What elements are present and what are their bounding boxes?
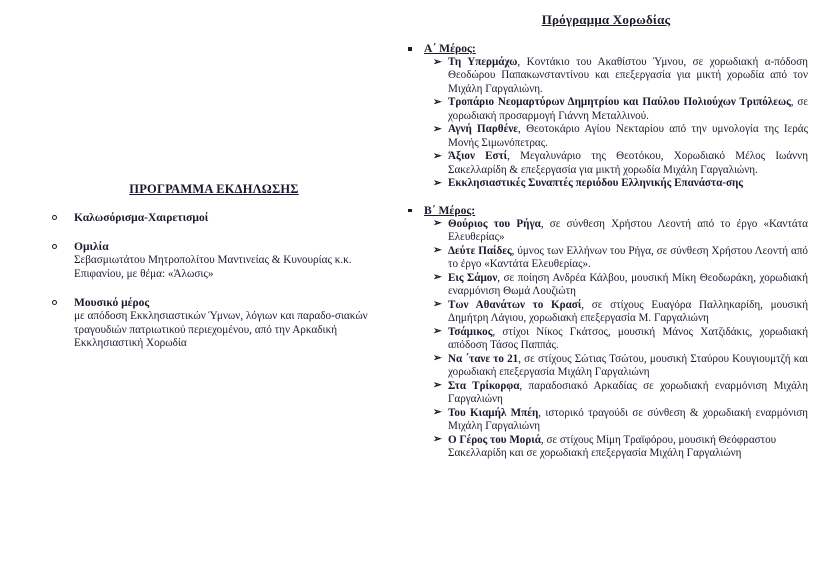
song-item — [404, 434, 808, 461]
song-item — [404, 56, 808, 96]
song-title: Τσάμικος — [448, 325, 493, 338]
arrowhead-bullet-icon: ➢ — [433, 218, 442, 229]
circle-bullet-icon — [52, 215, 57, 220]
arrowhead-bullet-icon: ➢ — [433, 272, 442, 283]
event-item-body: με απόδοση Εκκλησιαστικών Ύμνων, λόγιων και παραδο-σιακών τραγουδιών πατριωτικού περιεχομένου, από την Αρκαδική Εκκλησιαστική Χορωδία — [74, 310, 368, 350]
song-list-part-b — [404, 218, 808, 461]
song-title: Τη Υπερμάχω — [448, 56, 518, 68]
song-item — [404, 218, 808, 245]
song-description: , ιστορικό τραγούδι σε σύνθεση & χορωδιακή εναρμόνιση Μιχάλη Γαργαλιώνη — [448, 406, 808, 432]
song-item — [404, 272, 808, 299]
song-description: , ύμνος των Ελλήνων του Ρήγα, σε σύνθεση Χρήστου Λεοντή από το έργο «Καντάτα Ελευθερίας». — [448, 244, 808, 270]
choir-program-heading: Πρόγραμμα Χορωδίας — [541, 12, 671, 27]
song-title: Δεύτε Παίδες — [448, 244, 512, 257]
song-description: , σε ποίηση Ανδρέα Κάλβου, μουσική Μίκη Θεοδωράκη, χορωδιακή εναρμόνιση Θωμά Λουζιώτη — [448, 271, 808, 297]
song-description: , Θεοτοκάριο Αγίου Νεκταρίου από την υμνολογία της Ιεράς Μονής Σιμωνόπετρας. — [448, 123, 809, 149]
arrowhead-bullet-icon: ➢ — [433, 56, 442, 68]
song-title: Άξιον Εστί — [448, 150, 508, 163]
song-item — [404, 407, 808, 434]
song-item — [404, 96, 808, 123]
song-list-part-a — [404, 56, 808, 191]
choir-program-column — [404, 12, 808, 461]
arrowhead-bullet-icon: ➢ — [433, 326, 442, 337]
event-item-title: Ομιλία — [74, 240, 109, 253]
song-item — [404, 150, 808, 177]
part-heading — [404, 204, 808, 217]
list-item — [48, 240, 380, 282]
program-part-b — [404, 204, 808, 461]
program-part-a — [404, 42, 808, 191]
song-title: Εις Σάμον — [448, 271, 498, 284]
song-title: Ο Γέρος του Μοριά — [448, 433, 541, 446]
part-label: Β΄ Μέρος: — [424, 203, 476, 217]
event-item-title: Καλωσόρισμα-Χαιρετισμοί — [74, 212, 209, 224]
song-description: , σε χορωδιακή προσαρμογή Γιάννη Μεταλλινού. — [448, 96, 809, 122]
song-description: , σε στίχους Σώτιας Τσώτου, μουσική Σταύρου Κουγιουμτζή και χορωδιακή επεξεργασία Μιχάλη Γαργαλιώνη — [448, 352, 808, 378]
song-item — [404, 380, 808, 407]
song-title: Των Αθανάτων το Κρασί — [448, 298, 582, 311]
song-item — [404, 299, 808, 326]
event-item-title: Μουσικό μέρος — [74, 296, 150, 309]
song-item — [404, 353, 808, 380]
arrowhead-bullet-icon: ➢ — [433, 150, 442, 162]
event-item-body: Σεβασμιωτάτου Μητροπολίτου Μαντινείας & Κυνουρίας κ.κ. Επιφανίου, με θέμα: «Άλωσις» — [74, 254, 352, 280]
arrowhead-bullet-icon: ➢ — [433, 407, 442, 418]
song-description: , σε στίχους Ευαγόρα Παλληκαρίδη, μουσική Δημήτρη Λάγιου, χορωδιακή επεξεργασία Μ. Γαργαλιώνη — [448, 298, 809, 324]
song-title: Στα Τρίκορφα — [448, 379, 520, 392]
song-item — [404, 177, 808, 190]
square-bullet-icon — [408, 209, 412, 213]
song-description: , σε σύνθεση Χρήστου Λεοντή από το έργο «Καντάτα Ελευθερίας» — [448, 217, 808, 243]
song-title: Εκκλησιαστικές Συναπτές περιόδου Ελληνικής Επανάστα-σης — [448, 177, 743, 190]
circle-bullet-icon — [52, 300, 57, 305]
square-bullet-icon — [408, 47, 412, 51]
part-heading — [404, 42, 808, 55]
event-program-column — [48, 182, 380, 351]
song-title: Του Κιαμήλ Μπέη — [448, 406, 539, 419]
arrowhead-bullet-icon: ➢ — [433, 177, 442, 189]
list-item — [48, 211, 380, 226]
song-description: , παραδοσιακό Αρκαδίας σε χορωδιακή εναρμόνιση Μιχάλη Γαργαλιώνη — [448, 379, 808, 405]
song-description: , Κοντάκιο του Ακαθίστου Ύμνου, σε χορωδιακή α-πόδοση Θεοδώρου Παπακωνσταντίνου και επεξεργασία για μικτή χορωδία από τον Μιχάλη Γαργαλιώνη. — [448, 56, 808, 95]
event-program-heading: ΠΡΟΓΡΑΜΜΑ ΕΚΔΗΛΩΣΗΣ — [129, 182, 299, 196]
part-label: Α΄ Μέρος: — [424, 42, 476, 55]
circle-bullet-icon — [52, 244, 57, 249]
arrowhead-bullet-icon: ➢ — [433, 245, 442, 256]
song-item — [404, 123, 808, 150]
event-program-list — [48, 211, 380, 351]
song-title: Αγνή Παρθένε — [448, 123, 519, 136]
song-item — [404, 245, 808, 272]
arrowhead-bullet-icon: ➢ — [433, 353, 442, 364]
song-item — [404, 326, 808, 353]
arrowhead-bullet-icon: ➢ — [433, 123, 442, 135]
song-title: Θούριος του Ρήγα — [448, 217, 541, 230]
list-item — [48, 296, 380, 352]
song-description: , στίχοι Νίκος Γκάτσος, μουσική Μάνος Χατζιδάκις, χορωδιακή απόδοση Τάσος Παππάς. — [448, 325, 808, 351]
song-description: , σε στίχους Μίμη Τραϊφόρου, μουσική Θεόφραστου Σακελλαρίδη και σε χορωδιακή επεξεργασία Μιχάλη Γαργαλιώνη — [448, 433, 777, 459]
song-title: Τροπάριο Νεομαρτύρων Δημητρίου και Παύλου Πολιούχων Τριπόλεως — [448, 96, 791, 109]
arrowhead-bullet-icon: ➢ — [433, 96, 442, 108]
arrowhead-bullet-icon: ➢ — [433, 434, 442, 445]
song-title: Να ΄τανε το 21 — [448, 352, 519, 365]
arrowhead-bullet-icon: ➢ — [433, 380, 442, 391]
song-description: , Μεγαλυνάριο της Θεοτόκου, Χορωδιακό Μέλος Ιωάννη Σακελλαρίδη & επεξεργασία για μικτή χορωδία Μιχάλη Γαργαλιώνη. — [448, 150, 808, 176]
arrowhead-bullet-icon: ➢ — [433, 299, 442, 310]
